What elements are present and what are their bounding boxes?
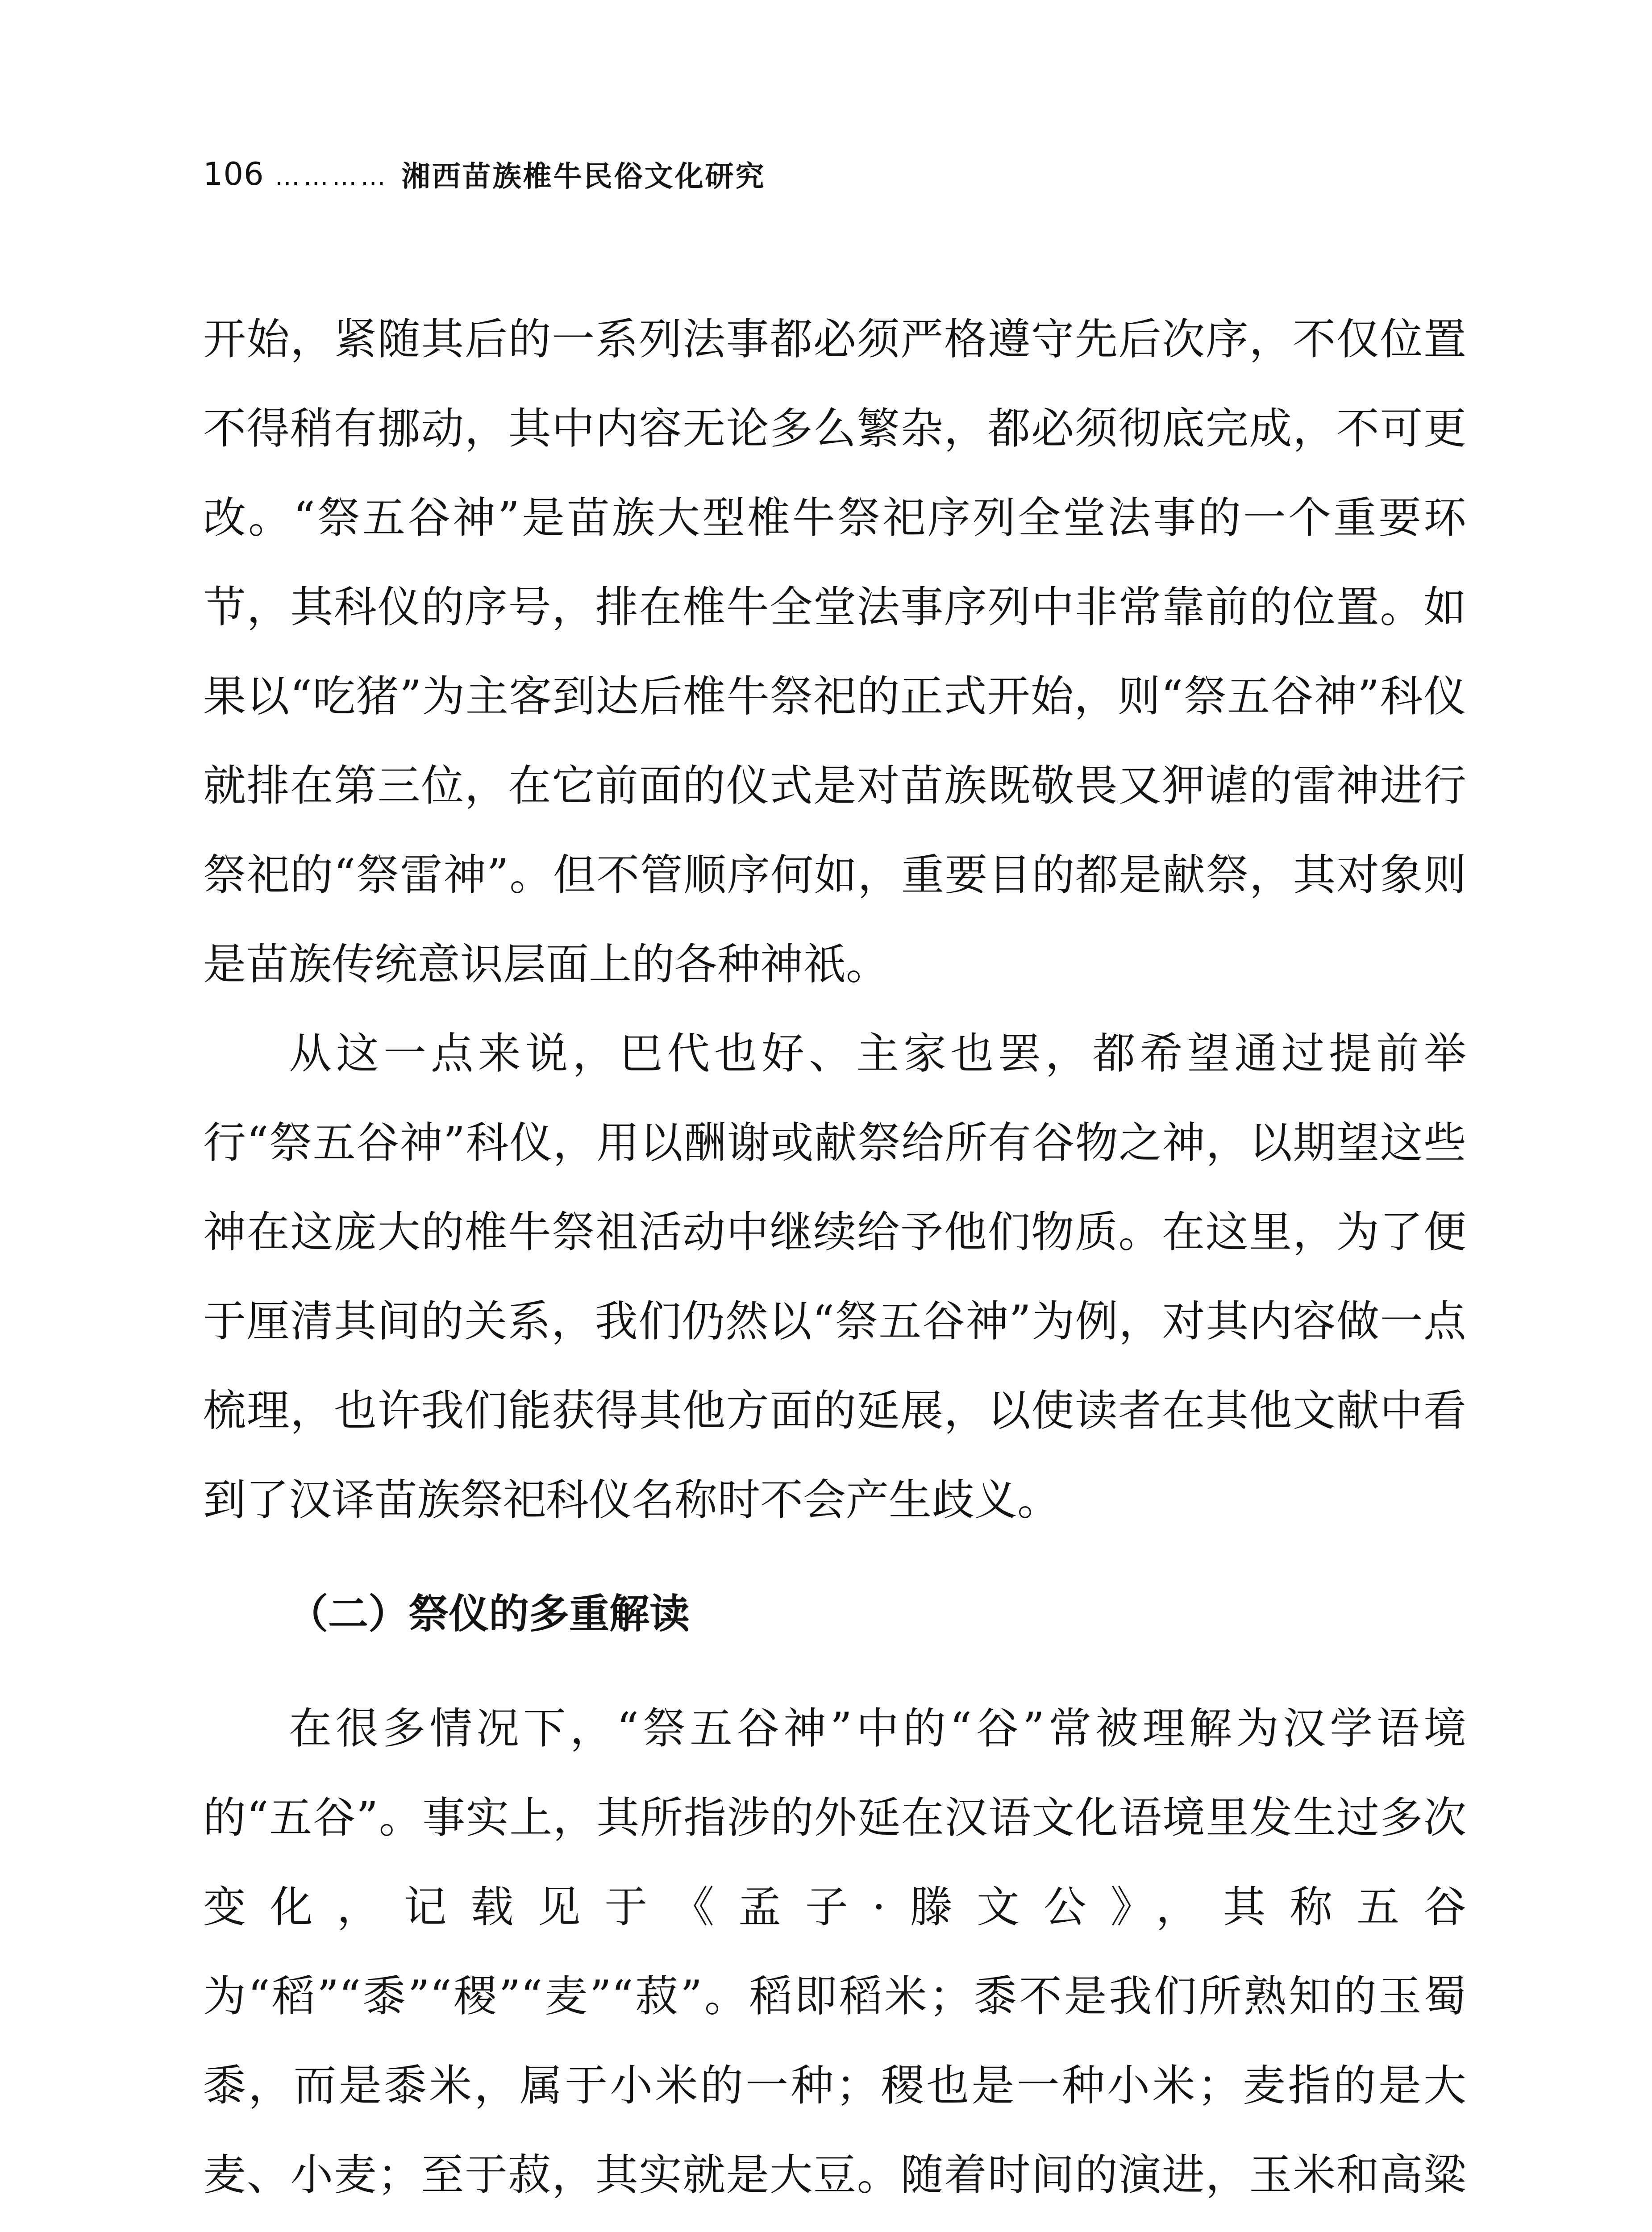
header-leader-dots: ………… [275, 162, 389, 192]
section-heading: （二）祭仪的多重解读 [288, 1591, 690, 1637]
body-text [203, 295, 1466, 2232]
paragraph: 在很多情况下，“祭五谷神”中的“谷”常被理解为汉学语境的“五谷”。事实上，其所指涉的外延在汉语文化语境里发生过多次变化，记载见于《孟子·滕文公》，其称五谷为“稻”“黍”“稷”“麦”“菽”。稻即稻米；黍不是我们所熟知的玉蜀黍，而是黍米，属于小米的一种；稷也是一种小米；麦指的是大麦、小麦；至于菽，其实就是大豆。随着时间的演进，玉米和高粱 [203, 1703, 1466, 2200]
page-number: 106 [203, 156, 264, 192]
paragraph: 从这一点来说，巴代也好、主家也罢，都希望通过提前举行“祭五谷神”科仪，用以酬谢或献祭给所有谷物之神，以期望这些神在这庞大的椎牛祭祖活动中继续给予他们物质。在这里，为了便于厘清其间的关系，我们仍然以“祭五谷神”为例，对其内容做一点梳理，也许我们能获得其他方面的延展，以使读者在其他文献中看到了汉译苗族祭祀科仪名称时不会产生歧义。 [203, 1029, 1466, 1525]
running-header [203, 150, 766, 199]
book-title: 湘西苗族椎牛民俗文化研究 [401, 160, 766, 193]
paragraph: 开始，紧随其后的一系列法事都必须严格遵守先后次序，不仅位置不得稍有挪动，其中内容无论多么繁杂，都必须彻底完成，不可更改。“祭五谷神”是苗族大型椎牛祭祀序列全堂法事的一个重要环节，其科仪的序号，排在椎牛全堂法事序列中非常靠前的位置。如果以“吃猪”为主客到达后椎牛祭祀的正式开始，则“祭五谷神”科仪就排在第三位，在它前面的仪式是对苗族既敬畏又狎谑的雷神进行祭祀的“祭雷神”。但不管顺序何如，重要目的都是献祭，其对象则是苗族传统意识层面上的各种神祇。 [203, 314, 1466, 989]
